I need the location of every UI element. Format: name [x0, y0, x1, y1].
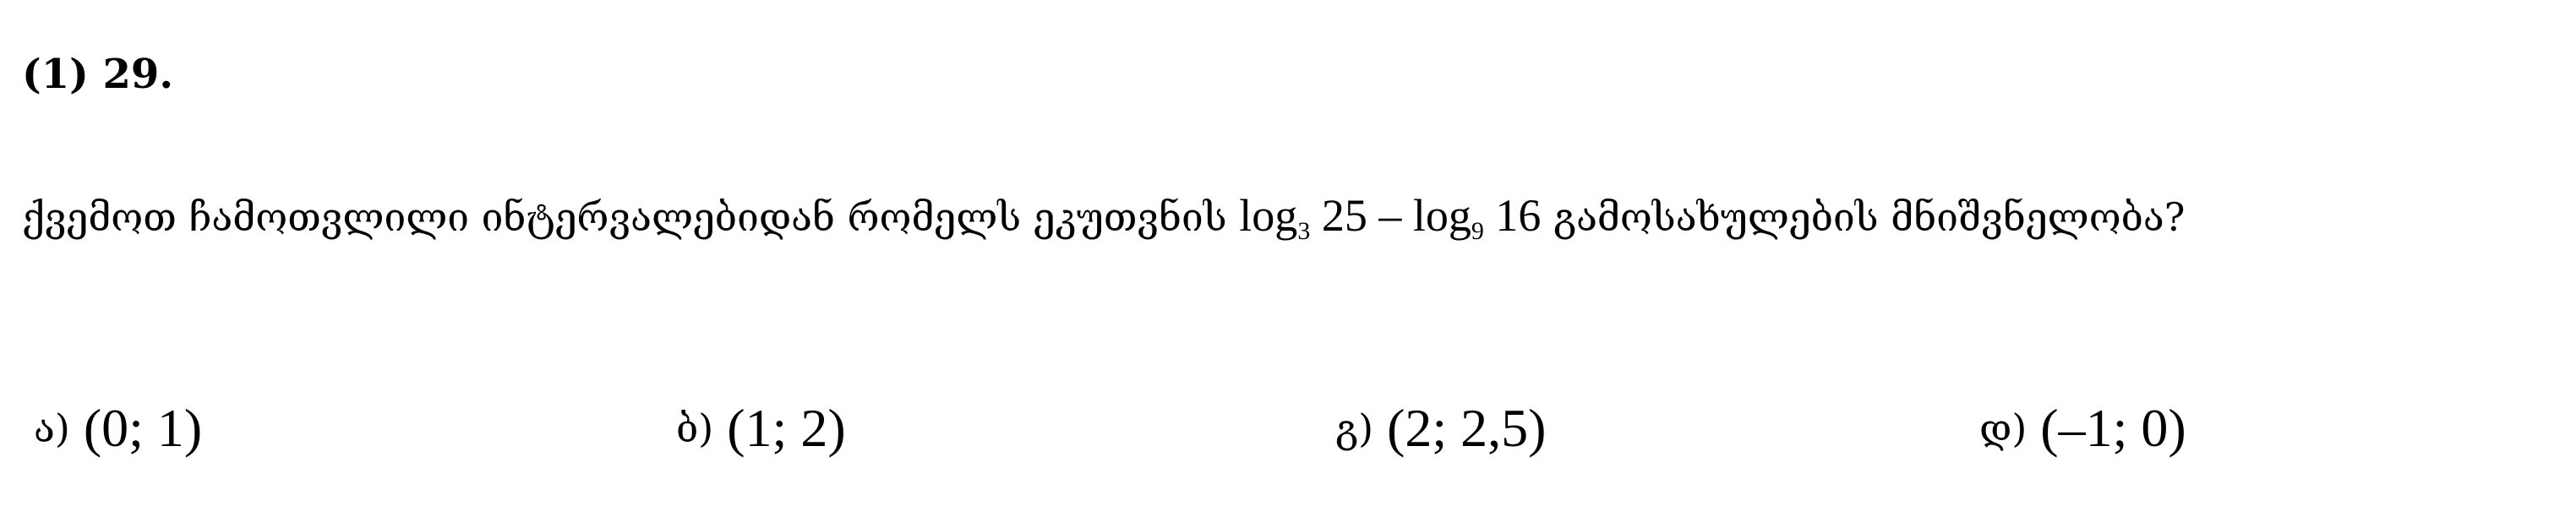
log-base-2: 9: [1471, 217, 1484, 245]
answer-letter: ბ): [676, 405, 714, 451]
answer-interval: (–1; 0): [2040, 398, 2186, 458]
log-function-1: log: [1239, 190, 1298, 241]
answer-letter: ა): [34, 405, 70, 451]
log-base-1: 3: [1297, 217, 1311, 245]
answer-option-a[interactable]: [34, 397, 202, 460]
answer-letter: დ): [1979, 405, 2028, 451]
answer-options: [0, 397, 2576, 465]
log-argument-1: 25 –: [1310, 190, 1413, 241]
log-function-2: log: [1412, 190, 1471, 241]
answer-interval: (1; 2): [727, 398, 846, 458]
question-text-before: ქვემოთ ჩამოთვლილი ინტერვალებიდან რომელს ეკუთვნის: [22, 194, 1240, 240]
question-text-after: გამოსახულების მნიშვნელობა?: [1553, 194, 2186, 240]
log-expression: [1239, 190, 1542, 245]
answer-option-c[interactable]: [1335, 397, 1546, 460]
answer-option-b[interactable]: [676, 397, 846, 460]
answer-letter: გ): [1335, 405, 1374, 451]
problem-number: (1) 29.: [22, 51, 174, 98]
question-text: [22, 190, 2186, 245]
log-argument-2: 16: [1483, 190, 1542, 241]
answer-option-d[interactable]: [1979, 397, 2186, 460]
answer-interval: (2; 2,5): [1387, 398, 1547, 458]
answer-interval: (0; 1): [83, 398, 203, 458]
